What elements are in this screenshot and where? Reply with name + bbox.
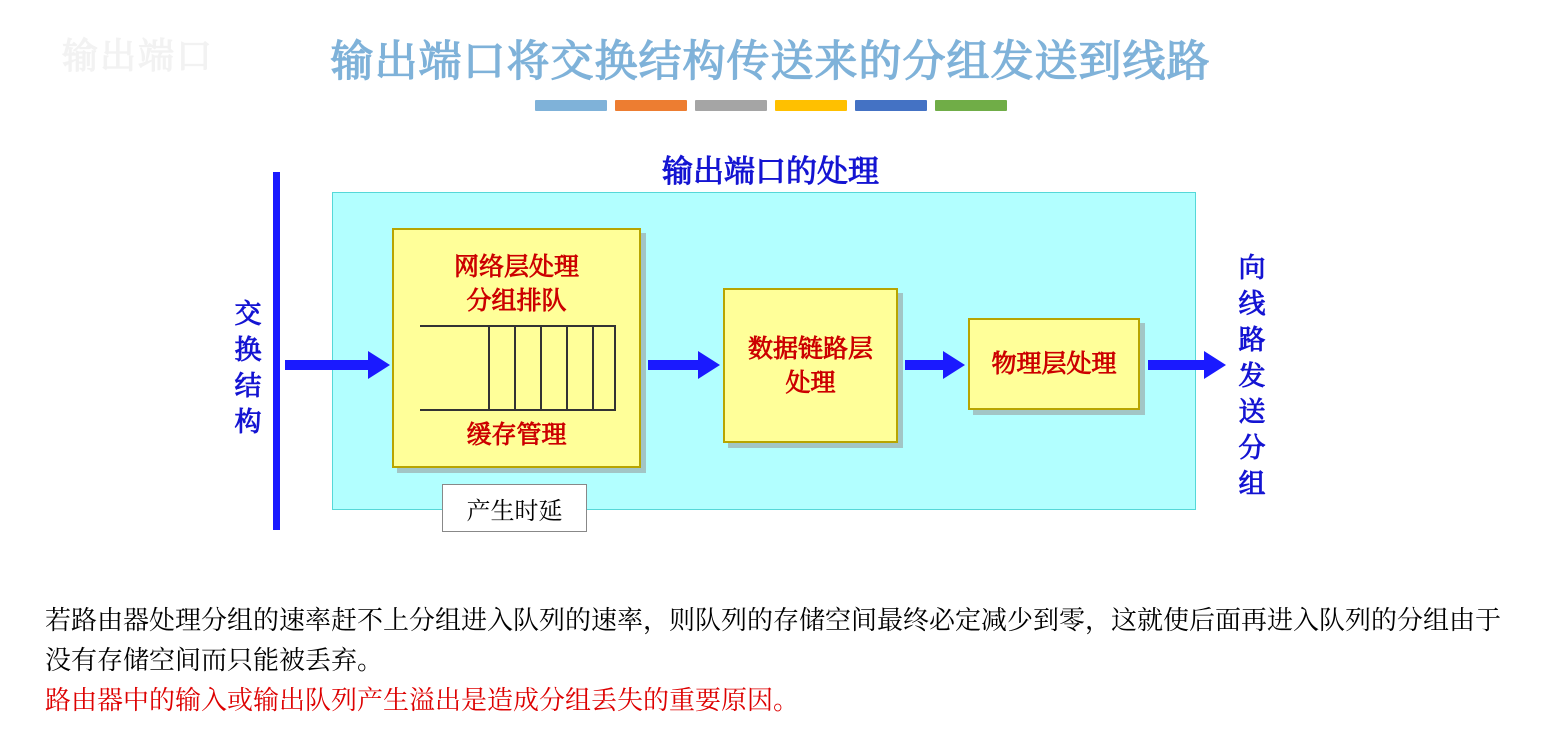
title-bar-5 xyxy=(855,100,927,111)
datalink-layer-line2: 处理 xyxy=(785,368,836,397)
title-bar-1 xyxy=(535,100,607,111)
datalink-layer-text xyxy=(725,332,896,400)
network-layer-box xyxy=(392,228,641,468)
arrow-datalink-to-physical xyxy=(905,360,945,370)
network-layer-line2: 分组排队 xyxy=(466,287,567,315)
title-bar-4 xyxy=(775,100,847,111)
to-line-label: 向线路发送分组 xyxy=(1238,253,1266,499)
queue-divider xyxy=(614,327,616,409)
queue-divider xyxy=(488,327,490,409)
switch-fabric-bar xyxy=(273,172,280,530)
physical-layer-text xyxy=(970,347,1138,381)
title-bar-6 xyxy=(935,100,1007,111)
datalink-layer-box xyxy=(723,288,898,443)
physical-layer-line1: 物理层处理 xyxy=(991,350,1117,378)
queue-bottom-line xyxy=(420,409,616,411)
queue-divider xyxy=(540,327,542,409)
arrow-fabric-to-network xyxy=(285,360,370,370)
title-bar-3 xyxy=(695,100,767,111)
watermark-text: 输出端口 xyxy=(62,35,215,76)
title-underline-bars xyxy=(0,100,1541,111)
paragraph-conclusion: 路由器中的输入或输出队列产生溢出是造成分组丢失的重要原因。 xyxy=(45,685,800,715)
section-heading: 输出端口的处理 xyxy=(662,154,879,189)
queue-top-line xyxy=(420,325,616,327)
datalink-layer-line1: 数据链路层 xyxy=(747,334,873,363)
queue-divider xyxy=(592,327,594,409)
paragraph-explanation: 若路由器处理分组的速率赶不上分组进入队列的速率，则队列的存储空间最终必定减少到零，这就使后面再进入队列的分组由于没有存储空间而只能被丢弃。 xyxy=(45,605,1502,675)
network-layer-title xyxy=(394,250,639,318)
page-title: 输出端口将交换结构传送来的分组发送到线路 xyxy=(330,38,1211,86)
queue-divider xyxy=(514,327,516,409)
arrow-physical-to-line xyxy=(1148,360,1206,370)
title-bar-2 xyxy=(615,100,687,111)
switch-fabric-label: 交换结构 xyxy=(234,299,262,437)
physical-layer-box xyxy=(968,318,1140,410)
arrow-network-to-datalink xyxy=(648,360,700,370)
buffer-management-label: 缓存管理 xyxy=(466,421,567,449)
queue-divider xyxy=(566,327,568,409)
delay-callout: 产生时延 xyxy=(442,484,587,532)
packet-queue-graphic xyxy=(420,325,616,411)
network-layer-line1: 网络层处理 xyxy=(453,253,579,281)
